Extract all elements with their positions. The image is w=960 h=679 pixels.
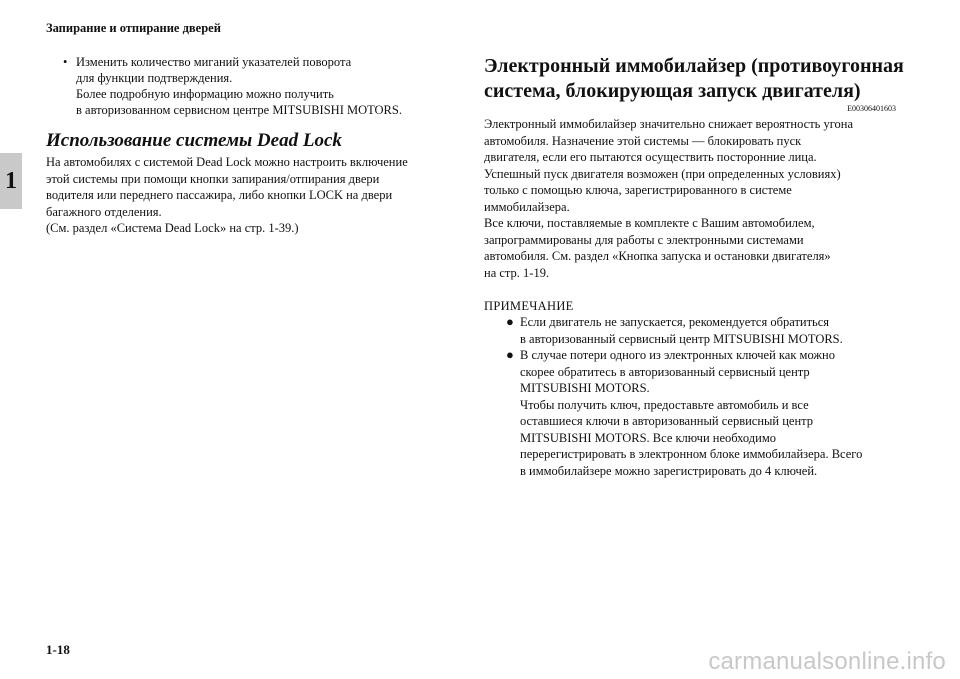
heading-line: Электронный иммобилайзер (противоугонная <box>484 55 904 77</box>
right-column <box>484 54 904 479</box>
note-bullet: ● <box>506 347 514 362</box>
paragraph-line: На автомобилях с системой Dead Lock можно настроить включение <box>46 155 408 169</box>
note-title: ПРИМЕЧАНИЕ <box>484 299 574 313</box>
note-line: перерегистрировать в электронном блоке иммобилайзера. Всего <box>520 447 863 461</box>
page-number: 1-18 <box>46 642 70 657</box>
left-column <box>46 54 451 237</box>
section-code: E00306401603 <box>847 104 896 113</box>
paragraph-line: этой системы при помощи кнопки запирания/отпирания двери <box>46 171 380 186</box>
note-bullet: ● <box>506 314 514 329</box>
bullet-mark: • <box>63 55 68 69</box>
paragraph-line: запрограммированы для работы с электронными системами <box>484 232 804 247</box>
note-line: Если двигатель не запускается, рекомендуется обратиться <box>520 315 830 329</box>
chapter-tab: 1 <box>0 153 22 209</box>
note-line: скорее обратитесь в авторизованный сервисный центр <box>520 364 810 379</box>
note-line: MITSUBISHI MOTORS. <box>520 381 650 395</box>
immobilizer-heading <box>484 54 904 104</box>
running-header: Запирание и отпирание дверей <box>46 21 221 35</box>
bullet-line: Более подробную информацию можно получить <box>76 87 334 101</box>
note-line: оставшиеся ключи в авторизованный сервисный центр <box>520 414 814 428</box>
paragraph-line: иммобилайзера. <box>484 199 570 214</box>
paragraph-line: Все ключи, поставляемые в комплекте с Вашим автомобилем, <box>484 216 815 230</box>
note-line: в иммобилайзере можно зарегистрировать до 4 ключей. <box>520 463 818 478</box>
paragraph-line: двигателя, если его пытаются осуществить посторонние лица. <box>484 150 817 164</box>
bullet-line: Изменить количество миганий указателей поворота <box>76 55 352 69</box>
paragraph-line: водителя или переднего пассажира, либо кнопки LOCK на двери <box>46 188 393 202</box>
note-line: в авторизованный сервисный центр MITSUBISHI MOTORS. <box>520 331 843 346</box>
paragraph-line: автомобиля. Назначение этой системы — блокировать пуск <box>484 133 802 148</box>
paragraph-line: только с помощью ключа, зарегистрированного в системе <box>484 183 792 197</box>
note-item <box>484 347 896 479</box>
paragraph-line: Электронный иммобилайзер значительно снижает вероятность угона <box>484 117 854 131</box>
paragraph-line: багажного отделения. <box>46 204 162 219</box>
dead-lock-heading: Использование системы Dead Lock <box>46 130 342 151</box>
watermark: carmanualsonline.info <box>708 648 946 675</box>
note-line: Чтобы получить ключ, предоставьте автомобиль и все <box>520 397 809 412</box>
paragraph-line: (См. раздел «Система Dead Lock» на стр. 1-39.) <box>46 221 299 235</box>
note-line: MITSUBISHI MOTORS. Все ключи необходимо <box>520 430 777 445</box>
paragraph-line: на стр. 1-19. <box>484 265 550 280</box>
dead-lock-paragraph <box>46 154 451 237</box>
paragraph-line: Успешный пуск двигателя возможен (при определенных условиях) <box>484 166 841 181</box>
bullet-line: для функции подтверждения. <box>76 71 233 85</box>
immobilizer-paragraph <box>484 116 896 281</box>
note-line: В случае потери одного из электронных ключей как можно <box>520 348 835 362</box>
note-item <box>484 314 896 347</box>
bullet-line: в авторизованном сервисном центре MITSUBISHI MOTORS. <box>76 103 402 117</box>
heading-line: система, блокирующая запуск двигателя) <box>484 80 861 102</box>
bullet-item <box>46 54 451 118</box>
paragraph-line: автомобиля. См. раздел «Кнопка запуска и остановки двигателя» <box>484 249 831 263</box>
